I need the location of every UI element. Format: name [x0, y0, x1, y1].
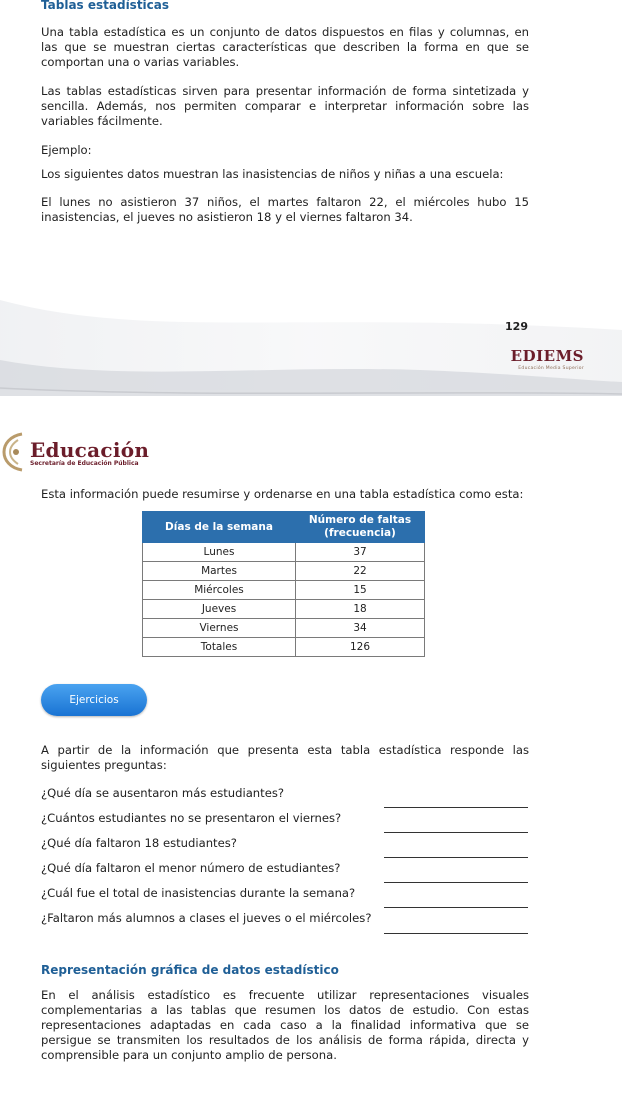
row-day: Lunes: [143, 543, 296, 562]
question-3: ¿Qué día faltaron 18 estudiantes?: [41, 836, 237, 850]
header-frequency: Número de faltas (frecuencia): [296, 512, 425, 543]
eagle-emblem-icon: [0, 430, 24, 474]
paragraph-definition: Una tabla estadística es un conjunto de datos dispuestos en filas y columnas, en las que se muestran ciertas características que describen la forma en que se comportan una o varias variables.: [41, 25, 529, 69]
section-heading: Tablas estadísticas: [41, 0, 170, 12]
answer-line-1[interactable]: [384, 807, 528, 808]
answer-line-5[interactable]: [384, 907, 528, 908]
graphic-representation-paragraph: En el análisis estadístico es frecuente utilizar representaciones visuales complementarias a las tablas que resumen los datos de estudio. Con estas representaciones adaptadas en cada caso a la finalidad informativa que se persigue se transmiten los resultados de los análisis de forma rápida, directa y comprensible para un conjunto amplio de persona.: [41, 988, 529, 1062]
header-days: Días de la semana: [143, 512, 296, 543]
educacion-logo-title: Educación: [30, 438, 150, 462]
question-2: ¿Cuántos estudiantes no se presentaron el viernes?: [41, 811, 342, 825]
answer-line-2[interactable]: [384, 832, 528, 833]
absence-frequency-table: [142, 511, 425, 657]
table-row: [143, 581, 425, 600]
example-intro: Los siguientes datos muestran las inasistencias de niños y niñas a una escuela:: [41, 167, 504, 181]
row-count: 126: [296, 638, 425, 657]
page-break-wave-decoration: [0, 270, 622, 410]
row-day: Martes: [143, 562, 296, 581]
answer-line-6[interactable]: [384, 933, 528, 934]
question-1: ¿Qué día se ausentaron más estudiantes?: [41, 786, 285, 800]
graphic-representation-title: Representación gráfica de datos estadístico: [41, 963, 339, 977]
exercises-intro: A partir de la información que presenta esta tabla estadística responde las siguientes preguntas:: [41, 743, 529, 772]
page-number: 129: [505, 320, 528, 333]
table-row: [143, 619, 425, 638]
table-intro: Esta información puede resumirse y ordenarse en una tabla estadística como esta:: [41, 487, 524, 501]
example-label: Ejemplo:: [41, 143, 92, 157]
row-count: 34: [296, 619, 425, 638]
question-4: ¿Qué día faltaron el menor número de estudiantes?: [41, 861, 341, 875]
answer-line-4[interactable]: [384, 882, 528, 883]
question-5: ¿Cuál fue el total de inasistencias durante la semana?: [41, 886, 356, 900]
table-row: [143, 543, 425, 562]
exercises-button[interactable]: Ejercicios: [41, 684, 147, 716]
row-day: Viernes: [143, 619, 296, 638]
example-text: El lunes no asistieron 37 niños, el martes faltaron 22, el miércoles hubo 15 inasistencias, el jueves no asistieron 18 y el viernes faltaron 34.: [41, 195, 529, 224]
question-6: ¿Faltaron más alumnos a clases el jueves o el miércoles?: [41, 911, 372, 925]
row-count: 37: [296, 543, 425, 562]
row-count: 22: [296, 562, 425, 581]
row-day: Miércoles: [143, 581, 296, 600]
table-row: [143, 600, 425, 619]
row-day: Totales: [143, 638, 296, 657]
row-day: Jueves: [143, 600, 296, 619]
answer-line-3[interactable]: [384, 857, 528, 858]
ediems-subtitle: Educación Media Superior: [518, 366, 584, 371]
table-header-row: [143, 512, 425, 543]
ediems-title: EDIEMS: [510, 347, 584, 365]
row-count: 18: [296, 600, 425, 619]
educacion-logo-subtitle: Secretaría de Educación Pública: [30, 460, 139, 467]
paragraph-purpose: Las tablas estadísticas sirven para presentar información de forma sintetizada y sencilla. Además, nos permiten comparar e interpretar información sobre las variables fácilmente.: [41, 84, 529, 128]
ediems-logo: [511, 347, 584, 371]
row-count: 15: [296, 581, 425, 600]
table-row: [143, 562, 425, 581]
table-row-totals: [143, 638, 425, 657]
